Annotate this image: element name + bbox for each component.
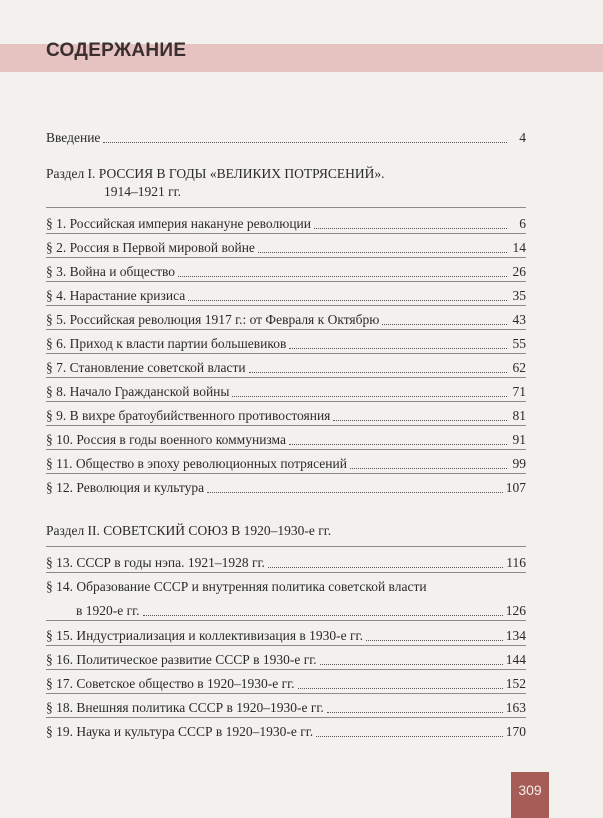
entry-rule (46, 257, 526, 258)
entry-rule (46, 305, 526, 306)
toc-entry[interactable] (46, 720, 526, 740)
section-rule (46, 546, 526, 547)
entry-rule (46, 693, 526, 694)
toc-entry-label: § 1. Российская империя накануне революции (46, 216, 312, 231)
entry-rule (46, 620, 526, 621)
dot-leader (320, 664, 503, 665)
dot-leader (188, 300, 507, 301)
toc-entry[interactable] (46, 672, 526, 692)
toc-entry-page: 126 (505, 603, 526, 618)
section-title-line1: Раздел I. РОССИЯ В ГОДЫ «ВЕЛИКИХ ПОТРЯСЕНИЙ». (46, 166, 385, 181)
entry-rule (46, 281, 526, 282)
toc-entry[interactable] (46, 624, 526, 644)
dot-leader (314, 228, 507, 229)
toc-entry-page: 71 (512, 384, 526, 399)
toc-entry-page: 6 (519, 216, 526, 231)
dot-leader (268, 567, 503, 568)
toc-entry-label: § 16. Политическое развитие СССР в 1930-е гг. (46, 652, 317, 667)
dot-leader (258, 252, 507, 253)
section-title-1 (46, 165, 384, 201)
dot-leader (366, 640, 503, 641)
toc-entry-page: 14 (512, 240, 526, 255)
toc-entry[interactable] (46, 428, 526, 448)
toc-entry-label: § 6. Приход к власти партии большевиков (46, 336, 287, 351)
toc-entry-page: 26 (512, 264, 526, 279)
entry-rule (46, 233, 526, 234)
entry-rule (46, 425, 526, 426)
dot-leader (350, 468, 507, 469)
toc-entry-page: 4 (519, 130, 526, 145)
toc-entry-page: 144 (505, 652, 526, 667)
dot-leader (207, 492, 503, 493)
toc-entry[interactable] (46, 476, 526, 496)
toc-entry-page: 152 (505, 676, 526, 691)
toc-entry-intro[interactable] (46, 126, 526, 146)
toc-entry-page: 163 (505, 700, 526, 715)
section-title-line1: Раздел II. СОВЕТСКИЙ СОЮЗ В 1920–1930-е гг. (46, 523, 332, 538)
toc-entry[interactable] (46, 380, 526, 400)
toc-entry-page: 43 (512, 312, 526, 327)
page-number-text: 309 (518, 782, 542, 798)
toc-entry[interactable] (46, 696, 526, 716)
toc-entry-label: § 12. Революция и культура (46, 480, 205, 495)
dot-leader (103, 142, 507, 143)
dot-leader (232, 396, 507, 397)
entry-rule (46, 377, 526, 378)
dot-leader (298, 688, 503, 689)
toc-entry-page: 81 (512, 408, 526, 423)
toc-entry-page: 107 (505, 480, 526, 495)
toc-entry[interactable] (46, 308, 526, 328)
toc-entry[interactable] (46, 575, 526, 595)
toc-entry-label: § 17. Советское общество в 1920–1930-е гг. (46, 676, 295, 691)
toc-entry-label: § 19. Наука и культура СССР в 1920–1930-е гг. (46, 724, 314, 739)
toc-entry-label: в 1920-е гг. (76, 603, 140, 618)
entry-rule (46, 645, 526, 646)
toc-entry-label: § 7. Становление советской власти (46, 360, 246, 375)
toc-entry-label: § 9. В вихре братоубийственного противостояния (46, 408, 331, 423)
toc-entry-page: 170 (505, 724, 526, 739)
toc-entry-label: § 3. Война и общество (46, 264, 176, 279)
section-rule (46, 207, 526, 208)
toc-entry-label: § 2. Россия в Первой мировой войне (46, 240, 255, 255)
dot-leader (327, 712, 503, 713)
toc-entry[interactable] (46, 551, 526, 571)
toc-entry-label: § 13. СССР в годы нэпа. 1921–1928 гг. (46, 555, 265, 570)
toc-entry-page: 91 (512, 432, 526, 447)
section-title-line2: 1914–1921 гг. (104, 184, 182, 199)
toc-entry-page: 116 (506, 555, 526, 570)
toc-entry-page: 55 (512, 336, 526, 351)
toc-entry-continuation[interactable] (76, 599, 526, 619)
entry-rule (46, 329, 526, 330)
dot-leader (382, 324, 507, 325)
dot-leader (178, 276, 507, 277)
entry-rule (46, 669, 526, 670)
toc-entry-label: § 18. Внешняя политика СССР в 1920–1930-е гг. (46, 700, 324, 715)
toc-entry-page: 134 (505, 628, 526, 643)
toc-entry[interactable] (46, 356, 526, 376)
entry-rule (46, 473, 526, 474)
toc-entry[interactable] (46, 648, 526, 668)
entry-rule (46, 401, 526, 402)
toc-entry-label: § 10. Россия в годы военного коммунизма (46, 432, 287, 447)
dot-leader (316, 736, 503, 737)
toc-entry[interactable] (46, 212, 526, 232)
page-number (511, 772, 549, 818)
toc-entry-label: § 15. Индустриализация и коллективизация в 1930-е гг. (46, 628, 363, 643)
dot-leader (333, 420, 507, 421)
toc-entry-label: § 14. Образование СССР и внутренняя политика советской власти (46, 579, 427, 594)
entry-rule (46, 353, 526, 354)
dot-leader (143, 615, 503, 616)
toc-entry[interactable] (46, 332, 526, 352)
dot-leader (249, 372, 507, 373)
page-title: СОДЕРЖАНИЕ (46, 40, 187, 61)
toc-entry[interactable] (46, 404, 526, 424)
toc-entry-label: § 5. Российская революция 1917 г.: от Февраля к Октябрю (46, 312, 380, 327)
toc-entry-label: Введение (46, 130, 101, 145)
toc-entry[interactable] (46, 452, 526, 472)
section-title-2 (46, 522, 331, 540)
toc-entry-label: § 11. Общество в эпоху революционных потрясений (46, 456, 347, 471)
dot-leader (289, 348, 507, 349)
toc-entry[interactable] (46, 260, 526, 280)
toc-entry-page: 62 (512, 360, 526, 375)
toc-entry-page: 99 (512, 456, 526, 471)
dot-leader (289, 444, 507, 445)
toc-entry[interactable] (46, 236, 526, 256)
toc-entry-page: 35 (512, 288, 526, 303)
toc-entry[interactable] (46, 284, 526, 304)
entry-rule (46, 572, 526, 573)
entry-rule (46, 449, 526, 450)
toc-entry-label: § 4. Нарастание кризиса (46, 288, 186, 303)
entry-rule (46, 717, 526, 718)
toc-entry-label: § 8. Начало Гражданской войны (46, 384, 230, 399)
